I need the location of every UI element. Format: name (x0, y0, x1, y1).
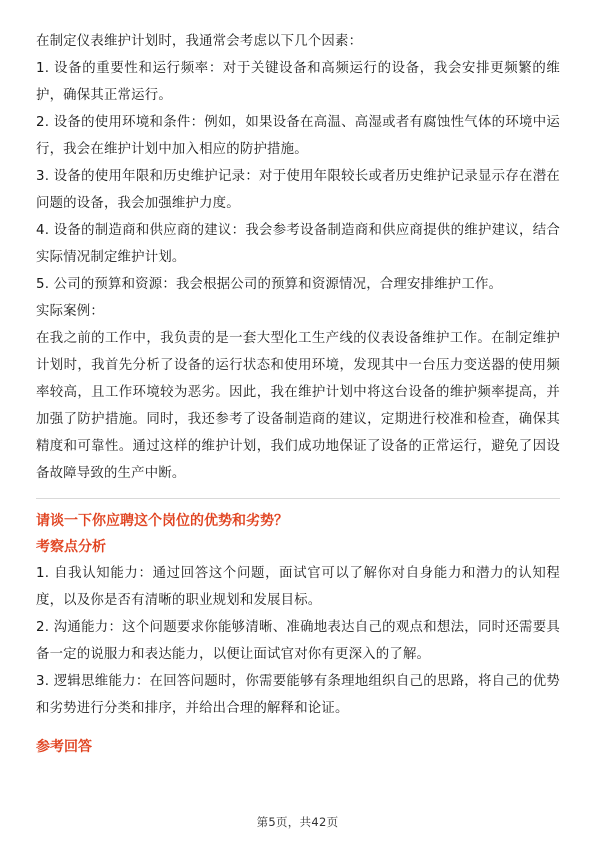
case-label: 实际案例： (36, 304, 104, 319)
factor-item-4: 4. 设备的制造商和供应商的建议：我会参考设备制造商和供应商提供的维护建议，结合实际情况制定维护计划。 (36, 223, 560, 265)
reference-answer-title: 参考回答 (36, 739, 92, 755)
case-text: 在我之前的工作中，我负责的是一套大型化工生产线的仪表设备维护工作。在制定维护计划时，我首先分析了设备的运行状态和使用环境，发现其中一台压力变送器的使用频率较高，且工作环境较为恶劣。因此，我在维护计划中将这台设备的维护频率提高，并加强了防护措施。同时，我还参考了设备制造商的建议，定期进行校准和检查，确保其精度和可靠性。通过这样的维护计划，我们成功地保证了设备的正常运行，避免了因设备故障导致的生产中断。 (36, 331, 560, 481)
factor-item-3: 3. 设备的使用年限和历史维护记录：对于使用年限较长或者历史维护记录显示存在潜在问题的设备，我会加强维护力度。 (36, 169, 560, 211)
factor-item-1: 1. 设备的重要性和运行频率：对于关键设备和高频运行的设备，我会安排更频繁的维护，确保其正常运行。 (36, 61, 560, 103)
question-title: 请谈一下你应聘这个岗位的优势和劣势？ (36, 513, 288, 529)
page-number: 第5页，共42页 (256, 815, 339, 829)
analysis-item-2: 2. 沟通能力：这个问题要求你能够清晰、准确地表达自己的观点和想法，同时还需要具备一定的说服力和表达能力，以便让面试官对你有更深入的了解。 (36, 620, 560, 662)
factor-item-2: 2. 设备的使用环境和条件：例如，如果设备在高温、高湿或者有腐蚀性气体的环境中运行，我会在维护计划中加入相应的防护措施。 (36, 115, 560, 157)
intro-lead: 在制定仪表维护计划时，我通常会考虑以下几个因素： (36, 34, 363, 49)
analysis-item-1: 1. 自我认知能力：通过回答这个问题，面试官可以了解你对自身能力和潜力的认知程度，以及你是否有清晰的职业规划和发展目标。 (36, 566, 560, 608)
factor-item-5: 5. 公司的预算和资源：我会根据公司的预算和资源情况，合理安排维护工作。 (36, 277, 503, 292)
analysis-item-3: 3. 逻辑思维能力：在回答问题时，你需要能够有条理地组织自己的思路，将自己的优势和劣势进行分类和排序，并给出合理的解释和论证。 (36, 674, 560, 716)
analysis-title: 考察点分析 (36, 539, 106, 555)
document-page (36, 28, 560, 760)
section-divider (36, 498, 560, 499)
